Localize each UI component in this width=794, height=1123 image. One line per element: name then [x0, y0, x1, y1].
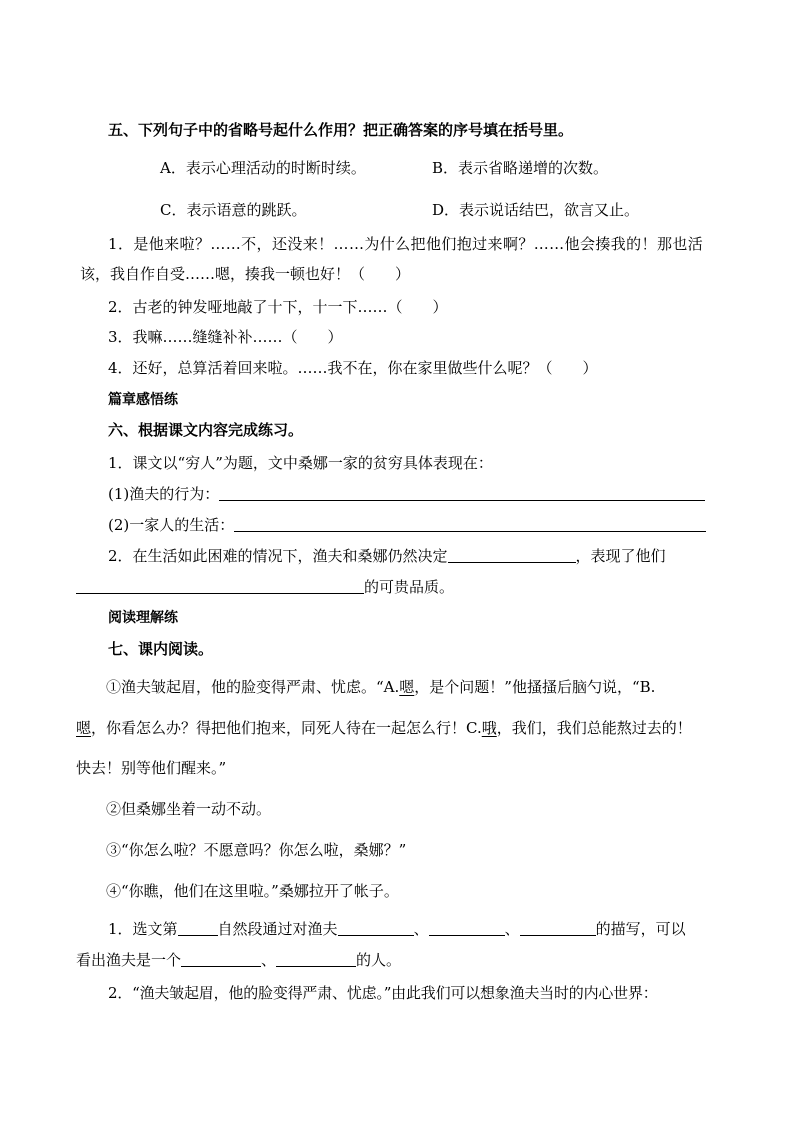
question-5-2: 2．古老的钟发哑地敲了十下，十一下……（ ）: [108, 298, 448, 316]
question-5-1-line2: 该，我自作自受……嗯，揍我一顿也好！（ ）: [80, 265, 411, 283]
question-text: 、: [504, 920, 520, 938]
section-label-reading: 阅读理解练: [108, 610, 178, 626]
option-b: B．表示省略递增的次数。: [432, 159, 609, 177]
question-6-1a: [108, 484, 705, 504]
passage-p1-line3: 快去！别等他们醒来。”: [76, 759, 227, 777]
option-a: A．表示心理活动的时断时续。: [160, 159, 366, 177]
section-label-chapter: 篇章感悟练: [108, 392, 178, 408]
passage-p2: ②但桑娜坐着一动不动。: [106, 800, 272, 818]
option-d: D．表示说话结巴，欲言又止。: [432, 201, 640, 219]
question-6-2-text-a: 2．在生活如此困难的情况下，渔夫和桑娜仍然决定: [108, 547, 448, 565]
section-5-title: 五、下列句子中的省略号起什么作用？把正确答案的序号填在括号里。: [108, 121, 574, 139]
answer-blank-family-life[interactable]: [234, 517, 706, 532]
question-6-2-line1: [108, 546, 666, 566]
question-5-3: 3．我嘛……缝缝补补……（ ）: [108, 328, 343, 346]
answer-blank-fisherman-behavior[interactable]: [219, 486, 705, 501]
question-text: 1．选文第: [108, 920, 178, 938]
question-6-2-text-c: 的可贵品质。: [364, 578, 455, 596]
question-text: 自然段通过对渔夫: [217, 920, 338, 938]
answer-blank-description-2[interactable]: [429, 921, 505, 936]
answer-blank-trait-2[interactable]: [276, 952, 356, 967]
question-6-1: 1．课文以“穷人”为题，文中桑娜一家的贫穷具体表现在：: [108, 454, 493, 472]
passage-text: ，你看怎么办？得把他们抱来，同死人待在一起怎么行！C.: [91, 719, 482, 737]
passage-text: ①渔夫皱起眉，他的脸变得严肃、忧虑。“A.: [106, 678, 400, 696]
question-5-1-line1: 1．是他来啦？……不，还没来！……为什么把他们抱过来啊？……他会揍我的！那也活: [108, 235, 704, 253]
answer-blank-decision[interactable]: [448, 548, 576, 563]
underlined-word-b: 嗯: [76, 719, 92, 737]
question-6-1a-label: (1)渔夫的行为：: [108, 485, 220, 503]
question-text: 的人。: [356, 951, 402, 969]
passage-p3: ③“你怎么啦？不愿意吗？你怎么啦，桑娜？”: [106, 841, 407, 859]
answer-blank-paragraph[interactable]: [178, 921, 218, 936]
underlined-word-a: 嗯: [399, 678, 415, 696]
question-7-1-line2: [76, 950, 401, 970]
underlined-word-c: 哦: [481, 719, 497, 737]
answer-blank-description-1[interactable]: [338, 921, 414, 936]
section-6-title: 六、根据课文内容完成练习。: [108, 421, 304, 439]
passage-text: ，我们，我们总能熬过去的！: [496, 719, 692, 737]
question-text: 看出渔夫是一个: [76, 951, 182, 969]
question-6-2-text-b: ，表现了他们: [575, 547, 666, 565]
question-7-1-line1: [108, 919, 686, 939]
passage-p1-line1: [106, 677, 655, 697]
question-text: 、: [413, 920, 429, 938]
question-6-2-line2: [76, 577, 454, 597]
question-text: 的描写，可以: [595, 920, 686, 938]
question-7-2: 2．“渔夫皱起眉，他的脸变得严肃、忧虑。”由此我们可以想象渔夫当时的内心世界：: [108, 984, 658, 1002]
option-c: C．表示语意的跳跃。: [160, 201, 307, 219]
section-7-title: 七、课内阅读。: [108, 640, 214, 658]
answer-blank-quality[interactable]: [76, 579, 364, 594]
answer-blank-trait-1[interactable]: [181, 952, 261, 967]
passage-p4: ④“你瞧，他们在这里啦。”桑娜拉开了帐子。: [106, 882, 399, 900]
question-text: 、: [261, 951, 277, 969]
question-5-4: 4．还好，总算活着回来啦。……我不在，你在家里做些什么呢？（ ）: [108, 359, 598, 377]
question-6-1b-label: (2)一家人的生活：: [108, 516, 235, 534]
question-6-1b: [108, 515, 706, 535]
passage-text: ，是个问题！”他搔搔后脑勺说，“B.: [414, 678, 656, 696]
passage-p1-line2: [76, 718, 692, 738]
answer-blank-description-3[interactable]: [520, 921, 596, 936]
